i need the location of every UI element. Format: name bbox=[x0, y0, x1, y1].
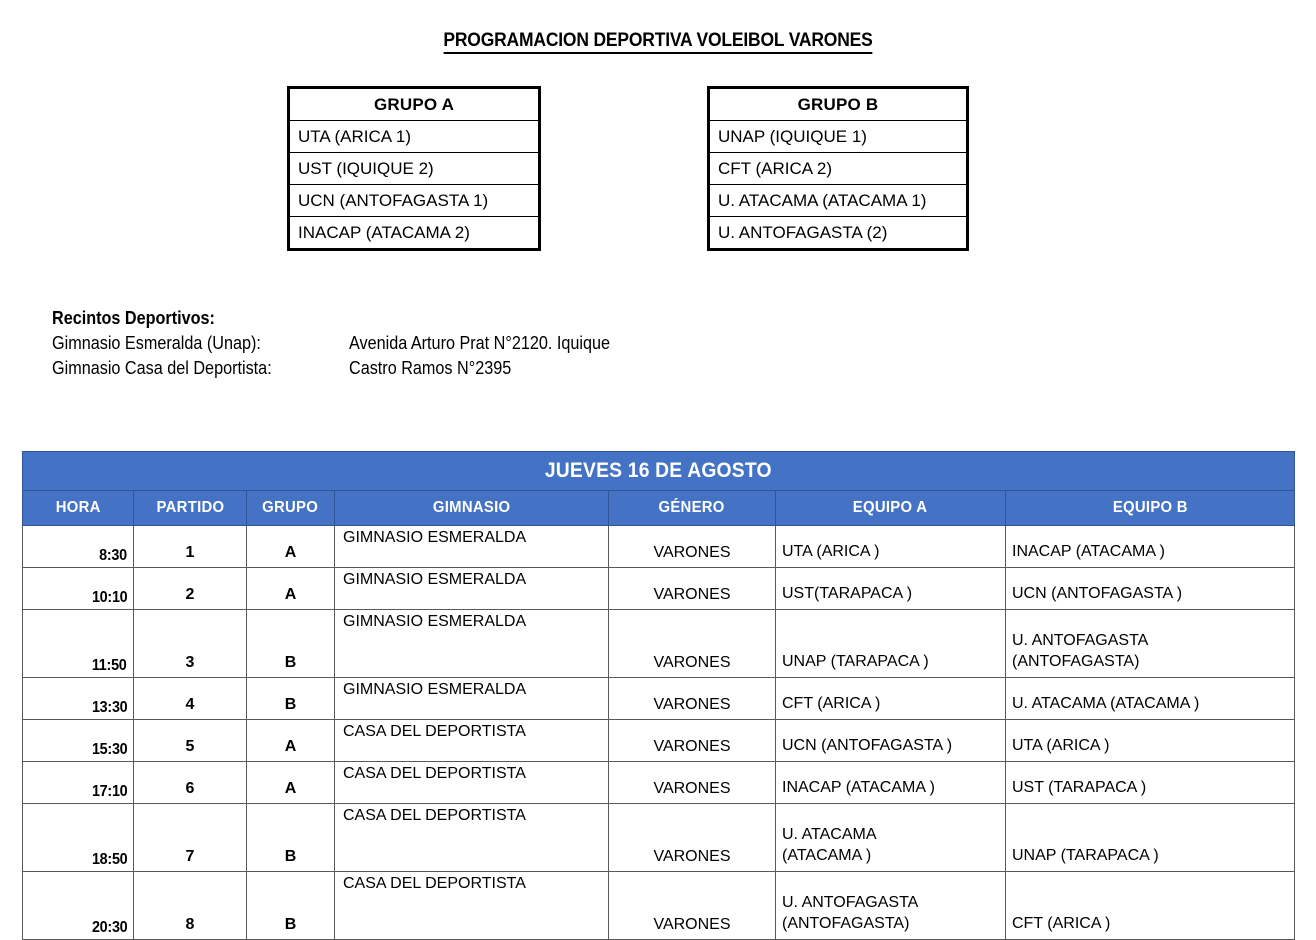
cell-equipo-b-line1: UCN (ANTOFAGASTA ) bbox=[1012, 585, 1183, 602]
cell-equipo-b-line1: CFT (ARICA ) bbox=[1012, 915, 1111, 932]
cell-equipo-b bbox=[1006, 568, 1295, 610]
cell-equipo-a bbox=[776, 526, 1006, 568]
cell-equipo-a bbox=[776, 872, 1006, 940]
group-b-header: GRUPO B bbox=[709, 88, 968, 121]
cell-hora bbox=[23, 568, 134, 610]
column-header-genero-label: GÉNERO bbox=[658, 499, 726, 516]
table-row bbox=[23, 762, 1295, 804]
column-header-partido[interactable] bbox=[134, 491, 247, 526]
column-header-gimnasio[interactable] bbox=[335, 491, 609, 526]
table-row bbox=[23, 872, 1295, 940]
cell-equipo-a bbox=[776, 762, 1006, 804]
cell-gimnasio: CASA DEL DEPORTISTA bbox=[335, 720, 609, 762]
cell-equipo-b-line1: UTA (ARICA ) bbox=[1012, 737, 1110, 754]
venue-address-2: Castro Ramos N°2395 bbox=[349, 358, 512, 378]
cell-grupo: B bbox=[247, 804, 335, 872]
venues-block bbox=[52, 306, 610, 381]
page-title-text: PROGRAMACION DEPORTIVA VOLEIBOL VARONES bbox=[443, 30, 872, 54]
cell-grupo: A bbox=[247, 720, 335, 762]
cell-gimnasio: GIMNASIO ESMERALDA bbox=[335, 610, 609, 678]
table-row bbox=[23, 720, 1295, 762]
schedule-day-banner-row bbox=[23, 452, 1295, 491]
cell-equipo-b-line1: UNAP (TARAPACA ) bbox=[1012, 847, 1159, 864]
cell-partido: 6 bbox=[134, 762, 247, 804]
group-a-team-row bbox=[289, 121, 540, 153]
cell-equipo-a-line1: UNAP (TARAPACA ) bbox=[782, 653, 929, 670]
column-header-equipo-a-label: EQUIPO A bbox=[853, 499, 928, 516]
venue-name-2: Gimnasio Casa del Deportista: bbox=[52, 358, 272, 378]
cell-hora-text: 20:30 bbox=[91, 919, 127, 936]
group-b-team-row bbox=[709, 217, 968, 250]
cell-equipo-a-line1: INACAP (ATACAMA ) bbox=[782, 779, 935, 796]
column-header-grupo-label: GRUPO bbox=[262, 499, 319, 516]
cell-equipo-b bbox=[1006, 720, 1295, 762]
cell-equipo-b bbox=[1006, 610, 1295, 678]
cell-genero: VARONES bbox=[609, 678, 776, 720]
cell-gimnasio: GIMNASIO ESMERALDA bbox=[335, 678, 609, 720]
cell-equipo-a bbox=[776, 678, 1006, 720]
venue-row-1 bbox=[52, 331, 610, 356]
cell-partido: 4 bbox=[134, 678, 247, 720]
cell-equipo-b bbox=[1006, 526, 1295, 568]
column-header-grupo[interactable] bbox=[247, 491, 335, 526]
column-header-gimnasio-label: GIMNASIO bbox=[432, 499, 511, 516]
page-title bbox=[53, 30, 1264, 52]
cell-hora-text: 11:50 bbox=[92, 657, 127, 674]
cell-genero: VARONES bbox=[609, 526, 776, 568]
schedule-day-banner bbox=[23, 452, 1295, 491]
cell-equipo-a bbox=[776, 610, 1006, 678]
column-header-genero[interactable] bbox=[609, 491, 776, 526]
cell-gimnasio: CASA DEL DEPORTISTA bbox=[335, 872, 609, 940]
cell-hora bbox=[23, 804, 134, 872]
group-b-team-row bbox=[709, 121, 968, 153]
cell-partido: 1 bbox=[134, 526, 247, 568]
cell-equipo-b-line2: (ANTOFAGASTA) bbox=[1012, 653, 1140, 670]
cell-partido: 7 bbox=[134, 804, 247, 872]
group-a-team-4: INACAP (ATACAMA 2) bbox=[289, 217, 540, 250]
table-row bbox=[23, 526, 1295, 568]
schedule-table bbox=[22, 451, 1295, 940]
cell-equipo-b-line1: INACAP (ATACAMA ) bbox=[1012, 543, 1165, 560]
cell-partido: 8 bbox=[134, 872, 247, 940]
cell-equipo-a-line1: UST(TARAPACA ) bbox=[782, 585, 913, 602]
cell-grupo: B bbox=[247, 678, 335, 720]
cell-grupo: A bbox=[247, 762, 335, 804]
venues-heading: Recintos Deportivos: bbox=[52, 308, 215, 328]
venue-name-1: Gimnasio Esmeralda (Unap): bbox=[52, 333, 261, 353]
group-b-team-row bbox=[709, 185, 968, 217]
group-a-header-row bbox=[289, 88, 540, 121]
group-a-team-row bbox=[289, 153, 540, 185]
group-b-team-3: U. ATACAMA (ATACAMA 1) bbox=[709, 185, 968, 217]
cell-equipo-a-line1: UTA (ARICA ) bbox=[782, 543, 880, 560]
group-a-team-1: UTA (ARICA 1) bbox=[289, 121, 540, 153]
cell-equipo-b bbox=[1006, 804, 1295, 872]
column-header-equipo-b-label: EQUIPO B bbox=[1112, 499, 1188, 516]
cell-equipo-a-line1: U. ATACAMA bbox=[782, 826, 877, 843]
cell-hora bbox=[23, 678, 134, 720]
cell-partido: 5 bbox=[134, 720, 247, 762]
group-a-team-3: UCN (ANTOFAGASTA 1) bbox=[289, 185, 540, 217]
column-header-equipo-b[interactable] bbox=[1006, 491, 1295, 526]
cell-hora-text: 17:10 bbox=[91, 783, 127, 800]
column-header-partido-label: PARTIDO bbox=[156, 499, 224, 516]
cell-hora-text: 13:30 bbox=[91, 699, 127, 716]
cell-equipo-a bbox=[776, 568, 1006, 610]
cell-equipo-b-line1: U. ANTOFAGASTA bbox=[1012, 632, 1149, 649]
cell-equipo-b bbox=[1006, 872, 1295, 940]
group-a-team-2: UST (IQUIQUE 2) bbox=[289, 153, 540, 185]
cell-gimnasio: GIMNASIO ESMERALDA bbox=[335, 568, 609, 610]
cell-equipo-b bbox=[1006, 678, 1295, 720]
cell-equipo-a-line1: UCN (ANTOFAGASTA ) bbox=[782, 737, 953, 754]
cell-hora-text: 18:50 bbox=[91, 851, 127, 868]
cell-partido: 3 bbox=[134, 610, 247, 678]
group-a-team-row bbox=[289, 185, 540, 217]
cell-equipo-a bbox=[776, 804, 1006, 872]
column-header-hora-label: HORA bbox=[55, 499, 101, 516]
venue-address-1: Avenida Arturo Prat N°2120. Iquique bbox=[349, 333, 611, 353]
group-b-team-4: U. ANTOFAGASTA (2) bbox=[709, 217, 968, 250]
cell-equipo-a-line1: CFT (ARICA ) bbox=[782, 695, 881, 712]
cell-equipo-a-line1: U. ANTOFAGASTA bbox=[782, 894, 919, 911]
cell-grupo: A bbox=[247, 526, 335, 568]
venue-row-2 bbox=[52, 356, 610, 381]
schedule-day-banner-text: JUEVES 16 DE AGOSTO bbox=[545, 459, 772, 482]
group-b-team-1: UNAP (IQUIQUE 1) bbox=[709, 121, 968, 153]
cell-hora-text: 15:30 bbox=[91, 741, 127, 758]
table-row bbox=[23, 804, 1295, 872]
cell-partido: 2 bbox=[134, 568, 247, 610]
cell-genero: VARONES bbox=[609, 610, 776, 678]
cell-hora bbox=[23, 610, 134, 678]
group-b-header-row bbox=[709, 88, 968, 121]
cell-equipo-b-line1: U. ATACAMA (ATACAMA ) bbox=[1012, 695, 1200, 712]
group-a-header: GRUPO A bbox=[289, 88, 540, 121]
cell-hora bbox=[23, 526, 134, 568]
table-row bbox=[23, 568, 1295, 610]
table-row bbox=[23, 610, 1295, 678]
group-b-team-row bbox=[709, 153, 968, 185]
cell-genero: VARONES bbox=[609, 804, 776, 872]
cell-equipo-b bbox=[1006, 762, 1295, 804]
cell-gimnasio: CASA DEL DEPORTISTA bbox=[335, 762, 609, 804]
cell-equipo-a-line2: (ANTOFAGASTA) bbox=[782, 915, 910, 932]
cell-grupo: B bbox=[247, 872, 335, 940]
schedule-header-row bbox=[23, 491, 1295, 526]
cell-grupo: A bbox=[247, 568, 335, 610]
cell-genero: VARONES bbox=[609, 762, 776, 804]
cell-equipo-a bbox=[776, 720, 1006, 762]
cell-equipo-b-line1: UST (TARAPACA ) bbox=[1012, 779, 1147, 796]
column-header-hora[interactable] bbox=[23, 491, 134, 526]
column-header-equipo-a[interactable] bbox=[776, 491, 1006, 526]
table-row bbox=[23, 678, 1295, 720]
cell-hora-text: 8:30 bbox=[99, 547, 127, 564]
cell-genero: VARONES bbox=[609, 720, 776, 762]
cell-gimnasio: CASA DEL DEPORTISTA bbox=[335, 804, 609, 872]
cell-hora-text: 10:10 bbox=[91, 589, 127, 606]
cell-grupo: B bbox=[247, 610, 335, 678]
cell-hora bbox=[23, 872, 134, 940]
cell-equipo-a-line2: (ATACAMA ) bbox=[782, 847, 872, 864]
cell-hora bbox=[23, 762, 134, 804]
group-a-team-row bbox=[289, 217, 540, 250]
cell-genero: VARONES bbox=[609, 872, 776, 940]
group-a-table bbox=[287, 86, 541, 251]
cell-gimnasio: GIMNASIO ESMERALDA bbox=[335, 526, 609, 568]
cell-hora bbox=[23, 720, 134, 762]
group-b-team-2: CFT (ARICA 2) bbox=[709, 153, 968, 185]
cell-genero: VARONES bbox=[609, 568, 776, 610]
group-b-table bbox=[707, 86, 969, 251]
